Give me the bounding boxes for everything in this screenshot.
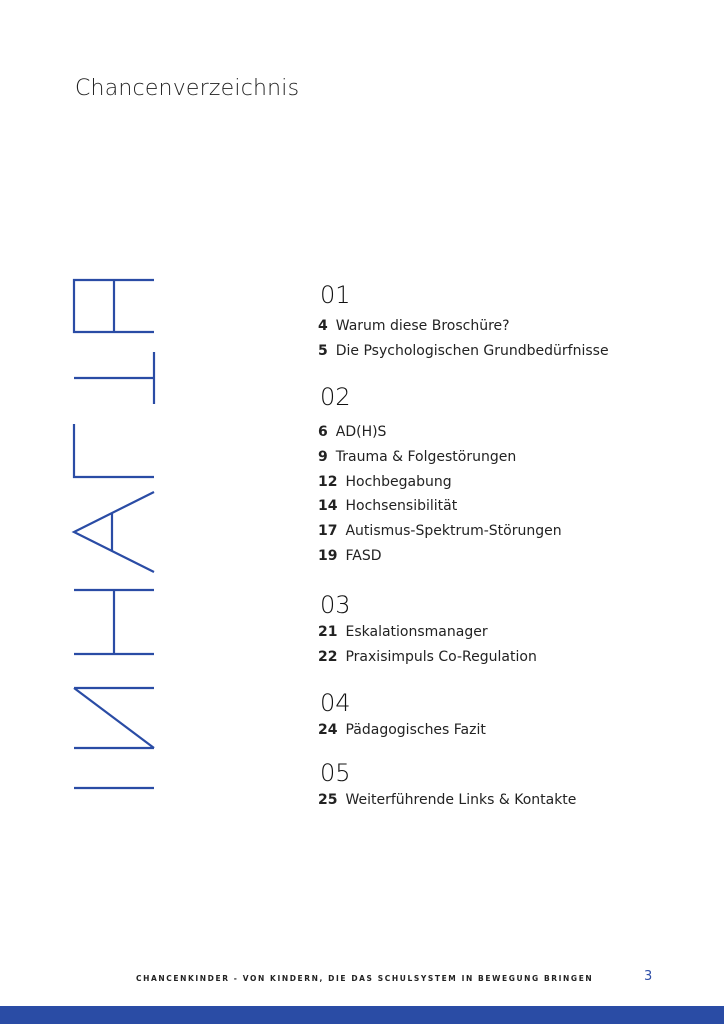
- entry-title: Pädagogisches Fazit: [345, 722, 486, 738]
- toc-entry[interactable]: [318, 445, 698, 470]
- section-number: 02: [320, 383, 351, 411]
- vertical-title-inhalte: [62, 272, 166, 800]
- entry-title: Hochsensibilität: [345, 498, 458, 515]
- toc-section-03: [318, 590, 698, 688]
- entry-title: Hochbegabung: [345, 473, 452, 490]
- table-of-contents: [318, 280, 698, 813]
- toc-entry[interactable]: [318, 519, 698, 544]
- toc-section-05: [318, 758, 698, 813]
- vertical-letter-n: [74, 688, 154, 748]
- entry-page-number: 9: [318, 448, 328, 465]
- entry-title: Die Psychologischen Grundbedürfnisse: [335, 342, 609, 359]
- entry-page-number: 12: [318, 473, 338, 490]
- toc-section-02: [318, 382, 698, 590]
- toc-entry[interactable]: [318, 645, 698, 670]
- toc-entry[interactable]: [318, 420, 698, 445]
- vertical-letter-t: [74, 352, 154, 404]
- entry-page-number: 22: [318, 648, 338, 665]
- footer-tagline: CHANCENKINDER - VON KINDERN, DIE DAS SCHULSYSTEM IN BEWEGUNG BRINGEN: [136, 974, 594, 983]
- vertical-letter-e: [74, 280, 154, 332]
- toc-entry[interactable]: [318, 314, 698, 339]
- entry-page-number: 14: [318, 498, 338, 515]
- section-number: 05: [320, 759, 351, 787]
- footer-page-number: 3: [644, 969, 653, 984]
- page-heading: Chancenverzeichnis: [75, 76, 300, 101]
- entry-title: FASD: [345, 547, 382, 564]
- entry-title: Autismus-Spektrum-Störungen: [345, 523, 562, 540]
- vertical-letter-l: [74, 424, 154, 477]
- section-number: 03: [320, 591, 351, 619]
- entry-page-number: 24: [318, 722, 338, 738]
- toc-entry[interactable]: [318, 788, 698, 813]
- entry-title: AD(H)S: [335, 424, 387, 440]
- entry-page-number: 17: [318, 523, 338, 540]
- toc-section-04: [318, 688, 698, 758]
- entry-title: Weiterführende Links & Kontakte: [345, 792, 577, 808]
- entry-title: Praxisimpuls Co-Regulation: [345, 648, 537, 665]
- entry-page-number: 25: [318, 792, 338, 808]
- toc-entry[interactable]: [318, 339, 698, 364]
- footer-accent-bar: [0, 1006, 724, 1024]
- entry-title: Trauma & Folgestörungen: [335, 448, 517, 465]
- entry-title: Eskalationsmanager: [345, 624, 488, 640]
- section-number: 01: [320, 281, 351, 309]
- vertical-letter-a: [74, 492, 154, 572]
- section-number: 04: [320, 689, 351, 717]
- toc-entry[interactable]: [318, 494, 698, 519]
- entry-page-number: 19: [318, 547, 338, 564]
- entry-title: Warum diese Broschüre?: [335, 318, 510, 334]
- toc-section-01: [318, 280, 698, 382]
- entry-page-number: 4: [318, 318, 328, 334]
- entry-page-number: 6: [318, 424, 328, 440]
- toc-entry[interactable]: [318, 620, 698, 645]
- toc-entry[interactable]: [318, 718, 698, 743]
- entry-page-number: 21: [318, 624, 338, 640]
- entry-page-number: 5: [318, 342, 328, 359]
- vertical-letter-h: [74, 590, 154, 654]
- toc-entry[interactable]: [318, 544, 698, 569]
- toc-entry[interactable]: [318, 470, 698, 495]
